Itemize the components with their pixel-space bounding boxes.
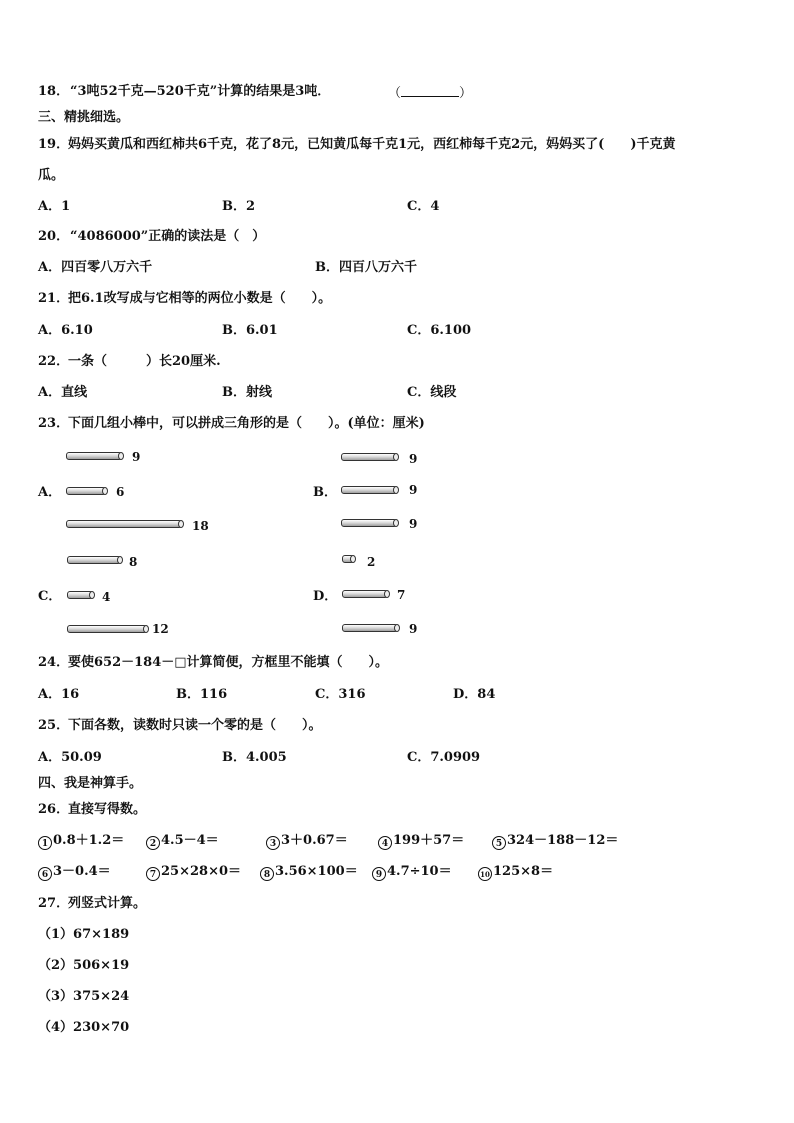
q26-item-7[interactable] — [146, 864, 241, 881]
q21-option-b[interactable]: B．6.01 — [222, 323, 278, 338]
q24-option-a[interactable]: A．16 — [38, 687, 80, 702]
q27-item-4[interactable]: （4）230×70 — [38, 1020, 130, 1035]
q19-number: 19． — [38, 137, 70, 152]
stick-c2-label: 4 — [102, 590, 111, 604]
q23-option-d-label: D． — [313, 589, 338, 604]
expression: 3－0.4＝ — [53, 864, 111, 879]
q25-number: 25． — [38, 718, 70, 733]
stick-b3-label: 9 — [409, 517, 418, 531]
q23-text: 下面几组小棒中，可以拼成三角形的是（ ）。(单位：厘米) — [68, 416, 425, 431]
q22-option-a[interactable]: A．直线 — [38, 385, 88, 400]
q26-item-5[interactable] — [492, 833, 618, 850]
stick-c1-label: 8 — [129, 555, 138, 569]
stick-a3-label: 18 — [192, 519, 209, 533]
q19-text-line1: 妈妈买黄瓜和西红柿共6千克，花了8元，已知黄瓜每千克1元，西红柿每千克2元，妈妈买了( )千克黄 — [68, 137, 676, 152]
q20-number: 20． — [38, 229, 70, 244]
circled-number: 9 — [372, 867, 386, 881]
q18-answer-blank[interactable] — [388, 84, 472, 102]
expression: 0.8＋1.2＝ — [53, 833, 125, 848]
stick-d1-label: 2 — [367, 555, 376, 569]
q23-option-b-label: B． — [313, 485, 337, 500]
q22-option-b[interactable]: B．射线 — [222, 385, 272, 400]
circled-number: 5 — [492, 836, 506, 850]
q25-option-b[interactable]: B．4.005 — [222, 750, 287, 765]
circled-number: 2 — [146, 836, 160, 850]
q26-number: 26． — [38, 802, 70, 817]
q21-number: 21． — [38, 291, 70, 306]
q19-text-line2: 瓜。 — [38, 168, 65, 183]
stick-d3-label: 9 — [409, 622, 418, 636]
stick-b3 — [341, 519, 397, 527]
circled-number: 10 — [478, 867, 492, 881]
q24-text: 要使652－184－□计算简便，方框里不能填（ ）。 — [68, 655, 389, 670]
q20-text: “4086000”正确的读法是（ ） — [70, 229, 266, 244]
q26-item-8[interactable] — [260, 864, 358, 881]
expression: 25×28×0＝ — [161, 864, 242, 879]
circled-number: 8 — [260, 867, 274, 881]
q22-number: 22． — [38, 354, 70, 369]
stick-d3 — [342, 624, 398, 632]
stick-b2-label: 9 — [409, 483, 418, 497]
q18-number: 18． — [38, 84, 70, 99]
section-4-heading: 四、我是神算手。 — [38, 776, 143, 791]
q21-option-c[interactable]: C．6.100 — [407, 323, 472, 338]
paren-close: ） — [459, 86, 473, 101]
q27-item-3[interactable]: （3）375×24 — [38, 989, 130, 1004]
q26-item-9[interactable] — [372, 864, 452, 881]
expression: 125×8＝ — [493, 864, 554, 879]
stick-a2 — [66, 487, 106, 495]
stick-a3 — [66, 520, 182, 528]
answer-line — [401, 84, 459, 97]
q24-option-d[interactable]: D．84 — [453, 687, 496, 702]
q27-text: 列竖式计算。 — [68, 896, 147, 911]
q27-item-1[interactable]: （1）67×189 — [38, 927, 130, 942]
expression: 4.5－4＝ — [161, 833, 219, 848]
stick-c2 — [67, 591, 93, 599]
expression: 4.7÷10＝ — [387, 864, 452, 879]
q19-option-c[interactable]: C．4 — [407, 199, 440, 214]
circled-number: 7 — [146, 867, 160, 881]
q23-number: 23． — [38, 416, 70, 431]
q23-option-c-label: C． — [38, 589, 62, 604]
q21-option-a[interactable]: A．6.10 — [38, 323, 93, 338]
q25-option-c[interactable]: C．7.0909 — [407, 750, 481, 765]
stick-a1-label: 9 — [132, 450, 141, 464]
expression: 324－188－12＝ — [507, 833, 619, 848]
circled-number: 4 — [378, 836, 392, 850]
q26-item-3[interactable] — [266, 833, 348, 850]
q24-option-c[interactable]: C．316 — [315, 687, 366, 702]
q26-item-4[interactable] — [378, 833, 464, 850]
q25-option-a[interactable]: A．50.09 — [38, 750, 102, 765]
stick-b1-label: 9 — [409, 452, 418, 466]
q26-item-1[interactable] — [38, 833, 124, 850]
q23-option-a-label: A． — [38, 485, 62, 500]
stick-d2-label: 7 — [397, 588, 406, 602]
q26-item-6[interactable] — [38, 864, 111, 881]
q26-text: 直接写得数。 — [68, 802, 147, 817]
q19-option-b[interactable]: B．2 — [222, 199, 256, 214]
q19-option-a[interactable]: A．1 — [38, 199, 71, 214]
expression: 3＋0.67＝ — [281, 833, 348, 848]
q24-option-b[interactable]: B．116 — [176, 687, 228, 702]
q22-text: 一条（ ）长20厘米. — [68, 354, 221, 369]
stick-a2-label: 6 — [116, 485, 125, 499]
expression: 199＋57＝ — [393, 833, 465, 848]
stick-b2 — [341, 486, 397, 494]
q20-option-a[interactable]: A．四百零八万六千 — [38, 260, 153, 275]
q27-number: 27． — [38, 896, 70, 911]
q22-option-c[interactable]: C．线段 — [407, 385, 457, 400]
stick-d2 — [342, 590, 388, 598]
q20-option-b[interactable]: B．四百八万六千 — [315, 260, 417, 275]
stick-c3 — [67, 625, 147, 633]
q27-item-2[interactable]: （2）506×19 — [38, 958, 130, 973]
paren-open: （ — [388, 86, 402, 101]
q24-number: 24． — [38, 655, 70, 670]
expression: 3.56×100＝ — [275, 864, 358, 879]
circled-number: 3 — [266, 836, 280, 850]
stick-b1 — [341, 453, 397, 461]
circled-number: 1 — [38, 836, 52, 850]
stick-a1 — [66, 452, 122, 460]
q26-item-10[interactable] — [478, 864, 553, 881]
circled-number: 6 — [38, 867, 52, 881]
stick-d1 — [342, 555, 354, 563]
q25-text: 下面各数，读数时只读一个零的是（ ）。 — [68, 718, 322, 733]
q18-text: “3吨52千克—520千克”计算的结果是3吨． — [70, 84, 331, 99]
q26-item-2[interactable] — [146, 833, 219, 850]
stick-c1 — [67, 556, 121, 564]
stick-c3-label: 12 — [152, 622, 169, 636]
q21-text: 把6.1改写成与它相等的两位小数是（ ）。 — [68, 291, 332, 306]
section-3-heading: 三、精挑细选。 — [38, 110, 130, 125]
